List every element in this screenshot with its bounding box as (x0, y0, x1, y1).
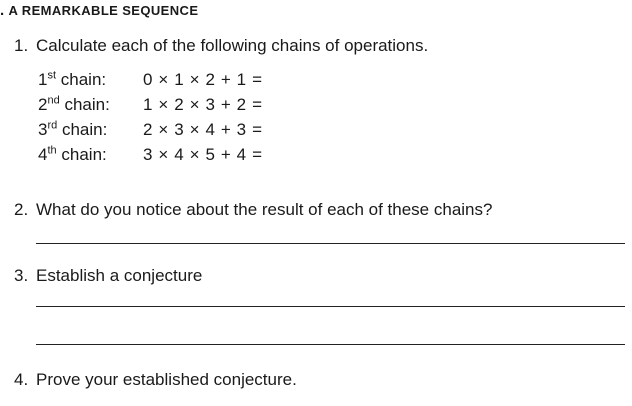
chain-ordinal-suffix: st (47, 69, 57, 82)
question-3-text: Establish a conjecture (36, 266, 203, 285)
chain-label (38, 145, 143, 165)
answer-line (36, 344, 625, 345)
section-title: A REMARKABLE SEQUENCE (8, 3, 199, 18)
answer-line (36, 243, 625, 244)
chain-label (38, 70, 143, 90)
chain-ordinal-suffix: rd (47, 119, 58, 132)
chain-ordinal-suffix: nd (47, 94, 60, 107)
question-2-marker: 2. (14, 200, 29, 219)
chain-row (38, 145, 263, 170)
chain-expression: 1 × 2 × 3 + 2 = (143, 95, 263, 114)
question-2 (14, 200, 492, 220)
chain-ordinal-suffix: th (47, 144, 57, 157)
chain-expression: 3 × 4 × 5 + 4 = (143, 145, 263, 164)
question-3 (14, 266, 202, 286)
section-number: . (0, 2, 5, 19)
chain-expression: 0 × 1 × 2 + 1 = (143, 70, 263, 89)
chain-ordinal: 4 (38, 145, 48, 164)
chain-row (38, 120, 263, 145)
question-1-text: Calculate each of the following chains of operations. (36, 36, 429, 55)
chain-label-rest: chain: (57, 120, 108, 139)
chain-expression: 2 × 3 × 4 + 3 = (143, 120, 263, 139)
question-1-marker: 1. (14, 36, 29, 55)
answer-line (36, 306, 625, 307)
chain-label-rest: chain: (56, 70, 107, 89)
chain-label-rest: chain: (59, 95, 110, 114)
question-4-text: Prove your established conjecture. (36, 370, 297, 389)
section-heading (0, 2, 198, 19)
chain-row (38, 70, 263, 95)
question-2-text: What do you notice about the result of each of these chains? (36, 200, 493, 219)
question-4 (14, 370, 297, 390)
question-3-marker: 3. (14, 266, 29, 285)
chain-ordinal: 2 (38, 95, 48, 114)
chain-label (38, 120, 143, 140)
chain-label-rest: chain: (56, 145, 107, 164)
chain-list (38, 70, 263, 170)
question-1 (14, 36, 428, 56)
chain-ordinal: 1 (38, 70, 48, 89)
chain-label (38, 95, 143, 115)
question-4-marker: 4. (14, 370, 29, 389)
chain-row (38, 95, 263, 120)
chain-ordinal: 3 (38, 120, 48, 139)
